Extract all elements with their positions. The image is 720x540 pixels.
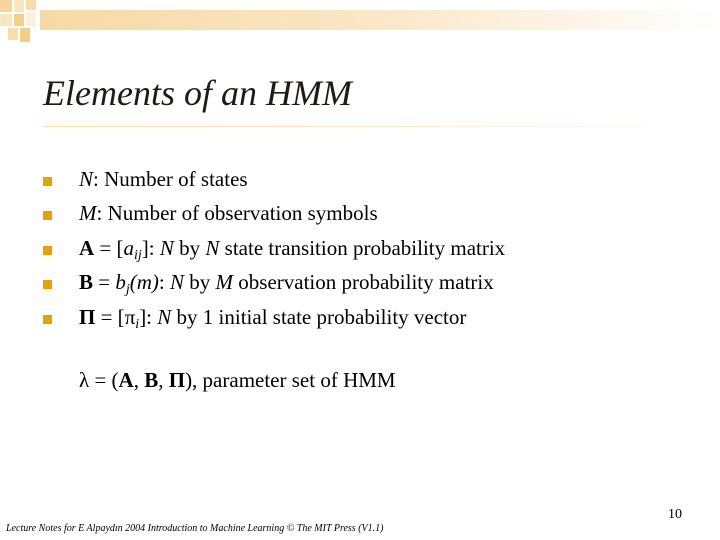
square-bullet-icon (43, 246, 52, 255)
bullet-item (43, 162, 505, 197)
header-decoration (0, 0, 720, 44)
square-bullet-icon (43, 280, 52, 289)
page-number: 10 (668, 507, 682, 522)
bullet-text: $A = [a_{ij}]$: N by N state transition probability matrix (79, 235, 506, 263)
parameter-set-line: λ = (A, B, Π), parameter set of HMM (79, 368, 396, 392)
bullet-item (43, 266, 505, 301)
square-bullet-icon (43, 315, 52, 324)
title-divider (43, 126, 693, 127)
bullet-text: $\Pi = [\pi_i]$: N by 1 initial state probability vector (79, 304, 467, 332)
slide-title: Elements of an HMM (43, 73, 352, 113)
square-bullet-icon (43, 177, 52, 186)
bullet-list (43, 162, 505, 335)
footer-note: Lecture Notes for E Alpaydın 2004 Introduction to Machine Learning © The MIT Press (V1.1) (6, 523, 384, 534)
bullet-item (43, 231, 505, 266)
square-bullet-icon (43, 211, 52, 220)
bullet-text: $B = b_j(m)$: N by M observation probability matrix (79, 270, 494, 298)
bullet-text: M: Number of observation symbols (79, 201, 378, 226)
bullet-item (43, 300, 505, 335)
bullet-text: N: Number of states (79, 166, 248, 191)
bullet-item (43, 197, 505, 232)
